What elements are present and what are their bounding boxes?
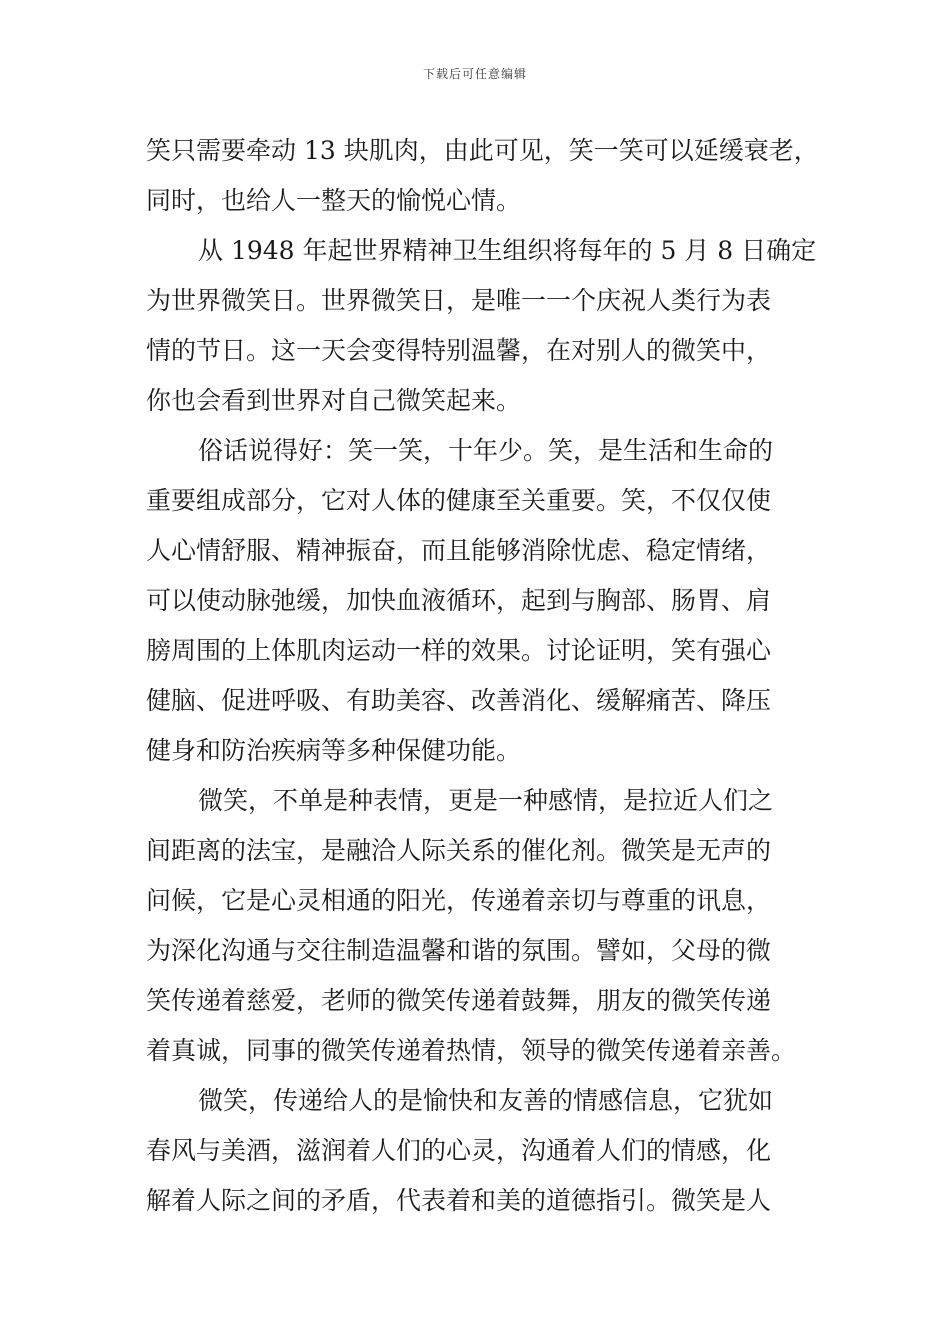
text-line: 你也会看到世界对自己微笑起来。: [146, 386, 522, 415]
page-header: 下载后可任意编辑: [422, 67, 527, 81]
text-line: 情的节日。这一天会变得特别温馨，在对别人的微笑中，: [146, 336, 772, 365]
text-line: 着真诚，同事的微笑传递着热情，领导的微笑传递着亲善。: [146, 1036, 797, 1065]
text-line: 间距离的法宝，是融洽人际关系的催化剂。微笑是无声的: [146, 836, 772, 865]
body-text: [146, 126, 819, 1226]
text-line: 微笑，不单是种表情，更是一种感情，是拉近人们之: [198, 786, 774, 815]
text-line: 健身和防治疾病等多种保健功能。: [146, 736, 522, 765]
text-line: 重要组成部分，它对人体的健康至关重要。笑，不仅仅使: [146, 486, 772, 515]
text-line: 为世界微笑日。世界微笑日，是唯一一个庆祝人类行为表: [146, 286, 772, 315]
text-line: 人心情舒服、精神振奋，而且能够消除忧虑、稳定情绪，: [146, 536, 772, 565]
text-line: 解着人际之间的矛盾，代表着和美的道德指引。微笑是人: [146, 1186, 772, 1215]
text-line: 可以使动脉弛缓，加快血液循环，起到与胸部、肠胃、肩: [146, 586, 772, 615]
text-line: 俗话说得好：笑一笑，十年少。笑，是生活和生命的: [198, 436, 774, 465]
text-line: 春风与美酒，滋润着人们的心灵，沟通着人们的情感，化: [146, 1136, 772, 1165]
text-line: 膀周围的上体肌肉运动一样的效果。讨论证明，笑有强心: [146, 636, 772, 665]
text-line: 同时，也给人一整天的愉悦心情。: [146, 186, 522, 215]
text-line: 健脑、促进呼吸、有助美容、改善消化、缓解痛苦、降压: [146, 686, 772, 715]
text-line: 笑传递着慈爱，老师的微笑传递着鼓舞，朋友的微笑传递: [146, 986, 772, 1015]
text-line: 从 1948 年起世界精神卫生组织将每年的 5 月 8 日确定: [198, 236, 817, 265]
text-line: 微笑，传递给人的是愉快和友善的情感信息，它犹如: [198, 1086, 774, 1115]
text-line: 笑只需要牵动 13 块肌肉，由此可见，笑一笑可以延缓衰老，: [146, 136, 819, 165]
text-line: 问候，它是心灵相通的阳光，传递着亲切与尊重的讯息，: [146, 886, 772, 915]
text-line: 为深化沟通与交往制造温馨和谐的氛围。譬如，父母的微: [146, 936, 772, 965]
